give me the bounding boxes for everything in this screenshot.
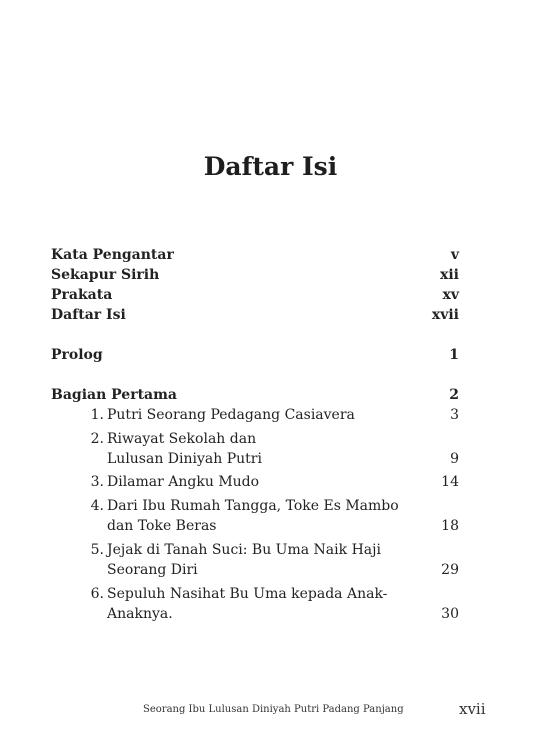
- chapter-title: [107, 496, 407, 536]
- toc-entry-daftar-isi[interactable]: [51, 305, 459, 325]
- running-footer-title: Seorang Ibu Lulusan Diniyah Putri Padang Panjang: [143, 704, 404, 715]
- chapter-page: 9: [450, 451, 459, 467]
- toc-part-page: 2: [449, 387, 459, 403]
- chapter-title-line: Dari Ibu Rumah Tangga, Toke Es Mambo: [107, 498, 399, 514]
- chapter-title-line: Putri Seorang Pedagang Casiavera: [107, 407, 355, 423]
- toc-chapter-5[interactable]: [51, 540, 459, 580]
- toc-chapter-2[interactable]: [51, 429, 459, 469]
- toc-entry-page: 1: [449, 347, 459, 363]
- toc-chapter-4[interactable]: [51, 496, 459, 536]
- chapter-title: [107, 472, 407, 492]
- toc-entry-label: Daftar Isi: [51, 307, 126, 323]
- toc-entry-page: v: [450, 247, 459, 263]
- chapter-page: 14: [441, 474, 459, 490]
- toc-part-label: Bagian Pertama: [51, 387, 177, 403]
- chapter-title: [107, 429, 407, 469]
- toc-entry-label: Prolog: [51, 347, 103, 363]
- toc-entry-sekapur-sirih[interactable]: [51, 265, 459, 285]
- toc-entry-label: Kata Pengantar: [51, 247, 174, 263]
- toc-entry-prakata[interactable]: [51, 285, 459, 305]
- chapter-title-line: Dilamar Angku Mudo: [107, 474, 260, 490]
- chapter-page: 30: [441, 606, 459, 622]
- toc-entry-label: Prakata: [51, 287, 113, 303]
- chapter-title-line: Sepuluh Nasihat Bu Uma kepada Anak-: [107, 586, 388, 602]
- toc-entry-page: xii: [440, 267, 459, 283]
- chapter-title-line: Seorang Diri: [107, 562, 198, 578]
- chapter-number: 3.: [90, 474, 104, 490]
- chapter-page: 3: [450, 407, 459, 423]
- chapter-page: 29: [441, 562, 459, 578]
- chapter-number: 2.: [90, 431, 104, 447]
- page-title: Daftar Isi: [203, 152, 338, 181]
- chapter-number: 6.: [90, 586, 104, 602]
- toc-entry-page: xv: [442, 287, 459, 303]
- chapter-title-line: Riwayat Sekolah dan: [107, 431, 257, 447]
- chapter-title-line: Jejak di Tanah Suci: Bu Uma Naik Haji: [107, 542, 381, 558]
- chapter-title-line: Anaknya.: [107, 606, 173, 622]
- toc-chapter-3[interactable]: [51, 472, 459, 492]
- toc-chapter-1[interactable]: [51, 405, 459, 425]
- toc-entry-prolog[interactable]: [51, 345, 459, 365]
- chapter-title-line: Lulusan Diniyah Putri: [107, 451, 262, 467]
- footer-page-number: xvii: [459, 700, 486, 718]
- chapter-title: [107, 540, 407, 580]
- toc-entry-kata-pengantar[interactable]: [51, 245, 459, 265]
- toc-entry-label: Sekapur Sirih: [51, 267, 160, 283]
- chapter-number: 4.: [90, 498, 104, 514]
- chapter-title-line: dan Toke Beras: [107, 518, 217, 534]
- chapter-number: 1.: [90, 407, 104, 423]
- toc-part-heading[interactable]: [51, 385, 459, 405]
- chapter-title: [107, 584, 407, 624]
- toc-chapter-6[interactable]: [51, 584, 459, 624]
- chapter-title: [107, 405, 407, 425]
- toc-entry-page: xvii: [431, 307, 459, 323]
- chapter-number: 5.: [90, 542, 104, 558]
- chapter-page: 18: [441, 518, 459, 534]
